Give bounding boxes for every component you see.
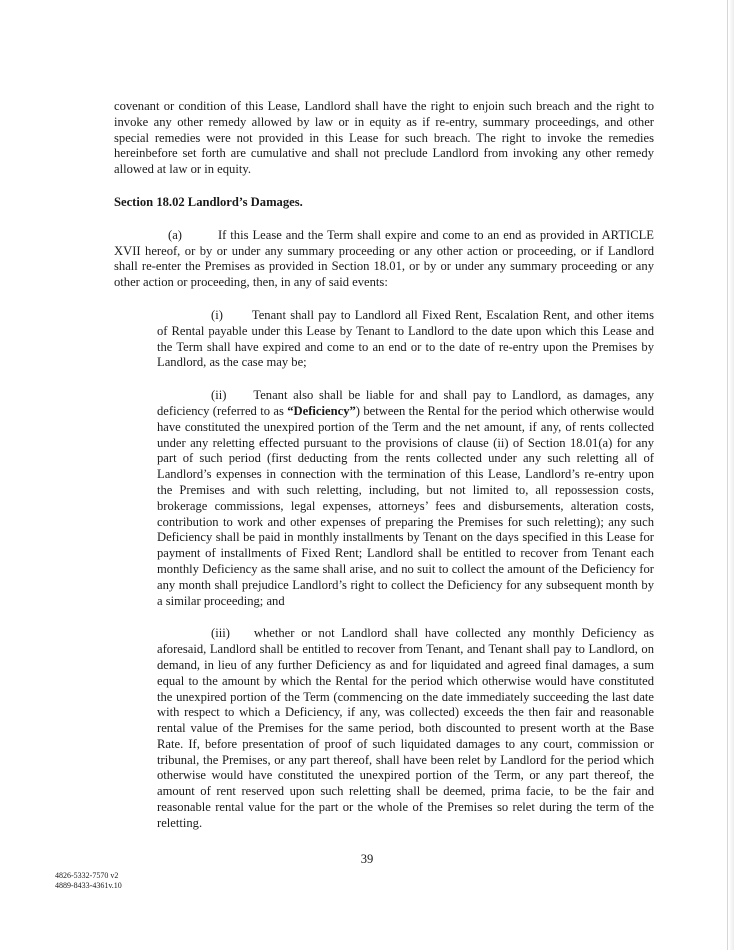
clause-i-text: Tenant shall pay to Landlord all Fixed Rent, Escalation Rent, and other items of Rental payable under this Lease by Tenant to Landlord to the date upon which this Lease and the Term shall have expired and come to an end or to the date of re-entry upon the Premises by Landlord, as the case may be; bbox=[157, 307, 654, 370]
document-id-2: 4889-8433-4361v.10 bbox=[55, 881, 122, 890]
paragraph-a-text: If this Lease and the Term shall expire and come to an end as provided in ARTICLE XVII hereof, or by or under any summary proceeding or any other action or proceeding, or if Landlord shall re-enter the Premises as provided in Section 18.01, or by or under any summary proceeding or any other action or proceeding, then, in any of said events: bbox=[114, 227, 654, 290]
clause-ii-text-before: Tenant also shall be liable for and shall pay to Landlord, as damages, any deficiency (referred to as bbox=[157, 388, 654, 418]
clause-ii-label: (ii) bbox=[211, 388, 227, 403]
clause-iii-label: (iii) bbox=[211, 626, 230, 641]
clause-ii bbox=[157, 388, 654, 609]
page-number: 39 bbox=[360, 852, 374, 866]
section-heading: Section 18.02 Landlord’s Damages. bbox=[114, 194, 303, 209]
clause-i-label: (i) bbox=[211, 307, 223, 322]
document-id-1: 4826-5332-7570 v2 bbox=[55, 871, 119, 880]
document-id-footer bbox=[55, 871, 122, 891]
defined-term-deficiency: “Deficiency” bbox=[287, 403, 356, 418]
page-edge-line bbox=[727, 0, 728, 950]
paragraph-a bbox=[114, 228, 654, 291]
document-body bbox=[114, 99, 654, 832]
clause-iii bbox=[157, 626, 654, 831]
page-edge-shadow bbox=[729, 0, 734, 950]
clause-i bbox=[157, 308, 654, 371]
continuation-paragraph: covenant or condition of this Lease, Landlord shall have the right to enjoin such breach and the right to invoke any other remedy allowed by law or in equity as if re-entry, summary proceedings, and other special remedies were not provided in this Lease for such breach. The right to invoke the remedies hereinbefore set forth are cumulative and shall not preclude Landlord from invoking any other remedy allowed at law or in equity. bbox=[114, 99, 654, 177]
paragraph-a-label: (a) bbox=[168, 227, 182, 242]
clause-ii-text-after: ) between the Rental for the period which otherwise would have constituted the unexpired portion of the Term and the net amount, if any, of rents collected under any reletting effected pursuant to the provisions of clause (ii) of Section 18.01(a) for any part of such period (first deducting from the rents collected under any such reletting all of Landlord’s expenses in connection with the termination of this Lease, Landlord’s re-entry upon the Premises and with such reletting, including, but not limited to, all repossession costs, brokerage commissions, legal expenses, attorneys’ fees and disbursements, alteration costs, contribution to work and other expenses of preparing the Premises for such reletting); any such Deficiency shall be paid in monthly installments by Tenant on the days specified in this Lease for payment of installments of Fixed Rent; Landlord shall be entitled to recover from Tenant each monthly Deficiency as the same shall arise, and no suit to collect the amount of the Deficiency for any month shall prejudice Landlord’s right to collect the Deficiency for any subsequent month by a similar proceeding; and bbox=[157, 403, 654, 608]
clause-iii-text: whether or not Landlord shall have collected any monthly Deficiency as aforesaid, Landlord shall be entitled to recover from Tenant, and Tenant shall pay to Landlord, on demand, in lieu of any further Deficiency as and for liquidated and agreed final damages, a sum equal to the amount by which the Rental for the period which otherwise would have constituted the unexpired portion of the Term (commencing on the date immediately succeeding the last date with respect to which a Deficiency, if any, was collected) exceeds the then fair and reasonable rental value of the Premises for the same period, both discounted to present worth at the Base Rate. If, before presentation of proof of such liquidated damages to any court, commission or tribunal, the Premises, or any part thereof, shall have been relet by Landlord for the period which otherwise would have constituted the unexpired portion of the Term, or any part thereof, the amount of rent reserved upon such reletting shall be deemed, prima facie, to be the fair and reasonable rental value for the part or the whole of the Premises so relet during the term of the reletting. bbox=[157, 626, 654, 830]
